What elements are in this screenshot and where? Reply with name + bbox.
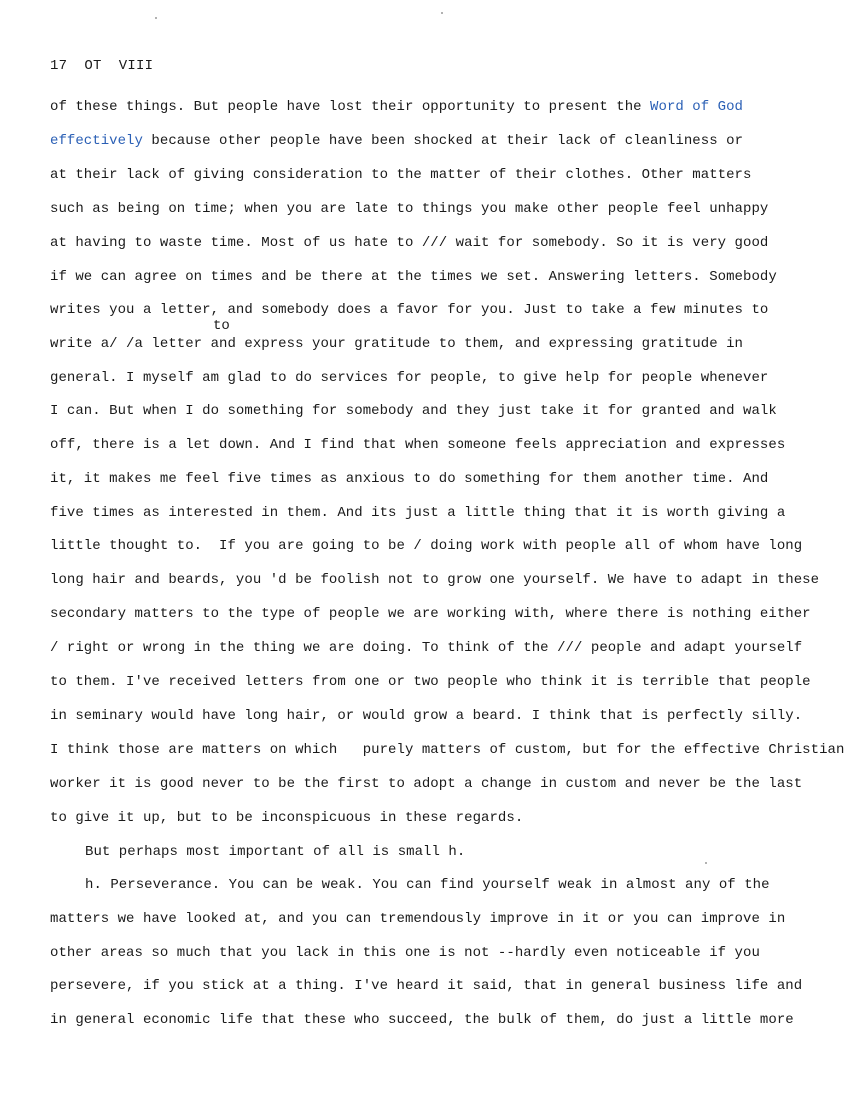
- text-line: I can. But when I do something for somebody and they just take it for granted and walk: [50, 403, 777, 419]
- blue-annotation: Word of God: [650, 99, 744, 115]
- text-line: effectively because other people have been shocked at their lack of cleanliness or: [50, 133, 744, 149]
- text-line: little thought to. If you are going to be / doing work with people all of whom have long: [50, 538, 803, 554]
- text-line: if we can agree on times and be there at the times we set. Answering letters. Somebody: [50, 269, 777, 285]
- text-line: at having to waste time. Most of us hate to /// wait for somebody. So it is very good: [50, 235, 769, 251]
- text-line: to them. I've received letters from one or two people who think it is terrible that people: [50, 674, 811, 690]
- text-line: writes you a letter, and somebody does a favor for you. Just to take a few minutes to: [50, 302, 769, 318]
- text-line: other areas so much that you lack in this one is not --hardly even noticeable if you: [50, 945, 760, 961]
- text-line: long hair and beards, you 'd be foolish not to grow one yourself. We have to adapt in these: [50, 572, 820, 588]
- text-line: worker it is good never to be the first to adopt a change in custom and never be the last: [50, 776, 803, 792]
- page-header: 17 OT VIII: [50, 58, 154, 74]
- text-line: / right or wrong in the thing we are doing. To think of the /// people and adapt yourself: [50, 640, 803, 656]
- text-line: of these things. But people have lost their opportunity to present the Word of God: [50, 99, 744, 115]
- text-line: to give it up, but to be inconspicuous in these regards.: [50, 810, 524, 826]
- text-line: off, there is a let down. And I find that when someone feels appreciation and expresses: [50, 437, 786, 453]
- text-line: I think those are matters on which purely matters of custom, but for the effective Christian: [50, 742, 845, 758]
- text-line: persevere, if you stick at a thing. I've heard it said, that in general business life and: [50, 978, 803, 994]
- text-line: h. Perseverance. You can be weak. You can find yourself weak in almost any of the: [85, 877, 770, 893]
- text-line: in general economic life that these who succeed, the bulk of them, do just a little more: [50, 1012, 794, 1028]
- blue-annotation: effectively: [50, 133, 143, 149]
- interlinear-insert: to: [213, 318, 230, 334]
- text-line: general. I myself am glad to do services for people, to give help for people whenever: [50, 370, 769, 386]
- scan-speck: [155, 17, 157, 19]
- text-line: But perhaps most important of all is small h.: [85, 844, 466, 860]
- scan-speck: [705, 862, 707, 864]
- text-line: such as being on time; when you are late to things you make other people feel unhappy: [50, 201, 769, 217]
- text-line: it, it makes me feel five times as anxious to do something for them another time. And: [50, 471, 769, 487]
- text-line: at their lack of giving consideration to the matter of their clothes. Other matters: [50, 167, 752, 183]
- scan-speck: [441, 12, 443, 14]
- text-line: write a/ /a letter and express your gratitude to them, and expressing gratitude in: [50, 336, 744, 352]
- text-line: matters we have looked at, and you can tremendously improve in it or you can improve in: [50, 911, 786, 927]
- text-line: in seminary would have long hair, or would grow a beard. I think that is perfectly silly.: [50, 708, 803, 724]
- text-line: five times as interested in them. And its just a little thing that it is worth giving a: [50, 505, 786, 521]
- text-line: secondary matters to the type of people we are working with, where there is nothing either: [50, 606, 811, 622]
